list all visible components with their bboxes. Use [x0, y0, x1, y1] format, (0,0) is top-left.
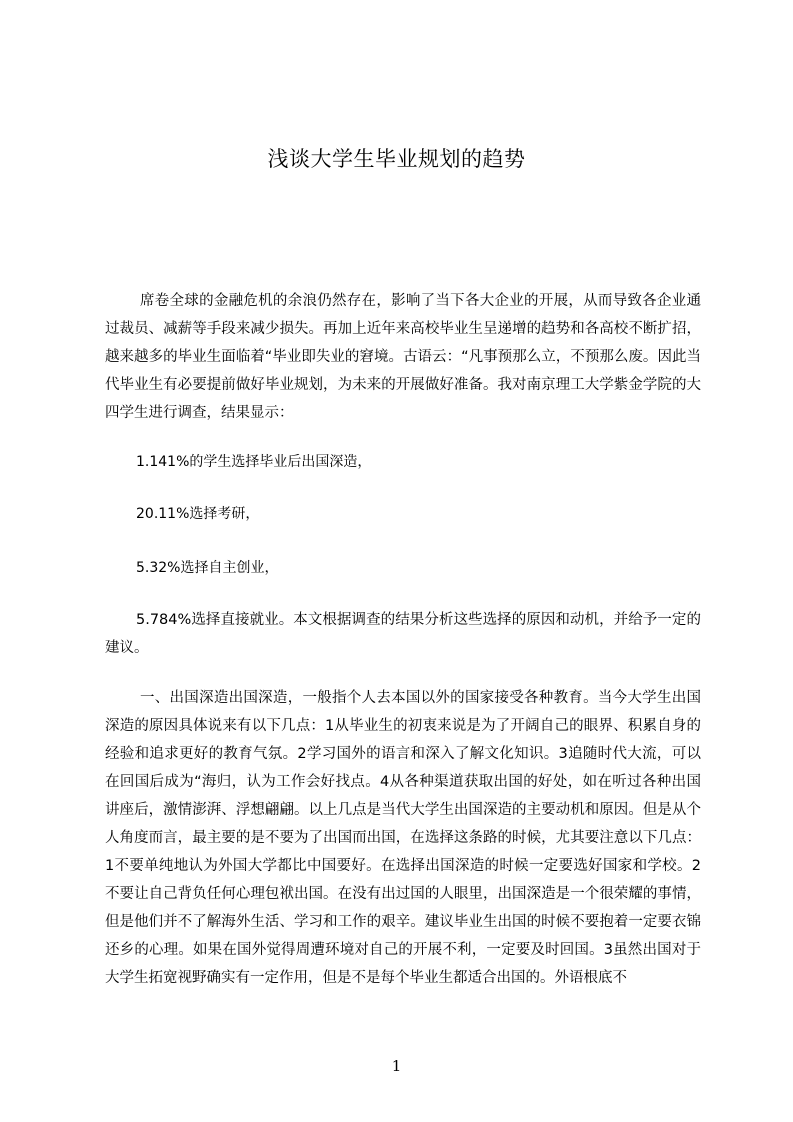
survey-result-study-abroad: 1.141%的学生选择毕业后出国深造，: [136, 454, 372, 470]
page-number: 1: [391, 1057, 402, 1075]
survey-result-postgraduate: 20.11%选择考研，: [136, 506, 260, 522]
document-title: 浅谈大学生毕业规划的趋势: [267, 147, 526, 171]
employment-result-paragraph: 5.784%选择直接就业。本文根据调查的结果分析这些选择的原因和动机，并给予一定的建议。: [105, 612, 701, 656]
intro-paragraph: 席卷全球的金融危机的余浪仍然存在，影响了当下各大企业的开展，从而导致各企业通过裁员、减薪等手段来减少损失。再加上近年来高校毕业生呈递增的趋势和各高校不断扩招，越来越多的毕业生面临着“毕业即失业的窘境。古语云：“凡事预那么立，不预那么废。因此当代毕业生有必要提前做好毕业规划，为未来的开展做好准备。我对南京理工大学紫金学院的大四学生进行调查，结果显示：: [105, 293, 701, 421]
section-one-paragraph: 一、出国深造出国深造，一般指个人去本国以外的国家接受各种教育。当今大学生出国深造的原因具体说来有以下几点：1从毕业生的初衷来说是为了开阔自己的眼界、积累自身的经验和追求更好的教育气氛。2学习国外的语言和深入了解文化知识。3追随时代大流，可以在回国后成为“海归，认为工作会好找点。4从各种渠道获取出国的好处，如在听过各种出国讲座后，激情澎湃、浮想翩翩。以上几点是当代大学生出国深造的主要动机和原因。但是从个人角度而言，最主要的是不要为了出国而出国，在选择这条路的时候，尤其要注意以下几点：1不要单纯地认为外国大学都比中国要好。在选择出国深造的时候一定要选好国家和学校。2不要让自己背负任何心理包袱出国。在没有出过国的人眼里，出国深造是一个很荣耀的事情，但是他们并不了解海外生活、学习和工作的艰辛。建议毕业生出国的时候不要抱着一定要衣锦还乡的心理。如果在国外觉得周遭环境对自己的开展不利，一定要及时回国。3虽然出国对于大学生拓宽视野确实有一定作用，但是不是每个毕业生都适合出国的。外语根底不: [105, 690, 701, 986]
survey-result-entrepreneurship: 5.32%选择自主创业，: [136, 560, 279, 576]
